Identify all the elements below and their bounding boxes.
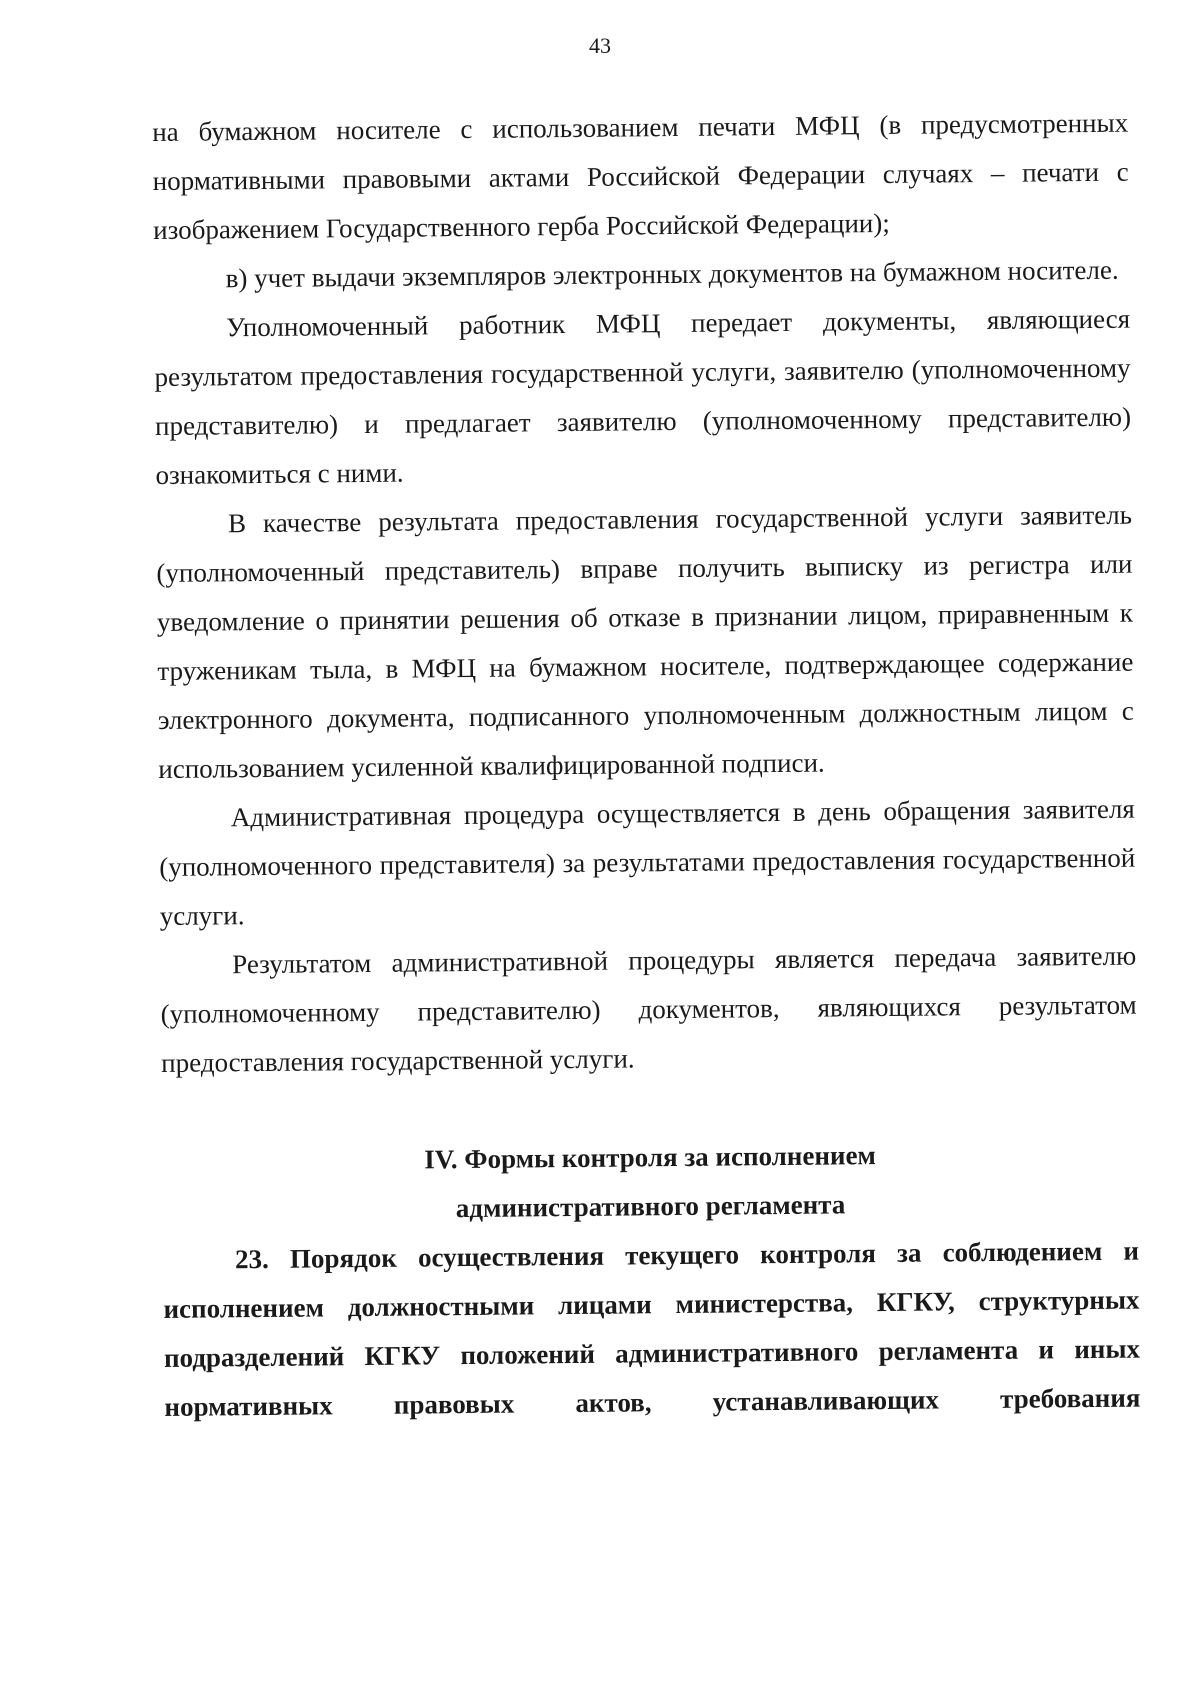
paragraph-transfer-documents: Уполномоченный работник МФЦ передает документы, являющиеся результатом предоставления государственной услуги, заявителю (уполномоченному представителю) и предлагает заявителю (уполномоченному представителю) ознакомиться с ними. [154, 303, 1132, 490]
paragraph-result-options: В качестве результата предоставления государственной услуги заявитель (уполномоченный представитель) вправе получить выписку из регистра или уведомление о принятии решения об отказе в признании лицом, приравненным к труженикам тыла, в МФЦ на бумажном носителе, подтверждающее содержание электронного документа, подписанного уполномоченным должностным лицом с использованием усиленной квалифицированной подписи. [156, 499, 1134, 784]
paragraph-continuation: на бумажном носителе с использованием печати МФЦ (в предусмотренных нормативными правовыми актами Российской Федерации случаях – печати с изображением Государственного герба Российской Федерации); [152, 107, 1129, 245]
page-number: 43 [589, 33, 611, 58]
section-heading-line-2: административного регламента [455, 1189, 846, 1224]
subsection-heading: 23. Порядок осуществления текущего контроля за соблюдением и исполнением должностными лицами министерства, КГКУ, структурных подразделений КГКУ положений административного регламента и иных нормативных правовых актов, устанавливающих требования [163, 1235, 1141, 1422]
paragraph-procedure-result: Результатом административной процедуры является передача заявителю (уполномоченному представителю) документов, являющихся результатом предоставления государственной услуги. [160, 940, 1137, 1078]
section-heading [162, 1129, 1139, 1236]
paragraph-procedure-timing: Административная процедура осуществляется в день обращения заявителя (уполномоченного представителя) за результатами предоставления государственной услуги. [159, 793, 1136, 931]
document-body [152, 99, 1141, 1432]
section-heading-line-1: IV. Формы контроля за исполнением [424, 1140, 877, 1175]
paragraph-item-v: в) учет выдачи экземпляров электронных документов на бумажном носителе. [225, 254, 1119, 294]
